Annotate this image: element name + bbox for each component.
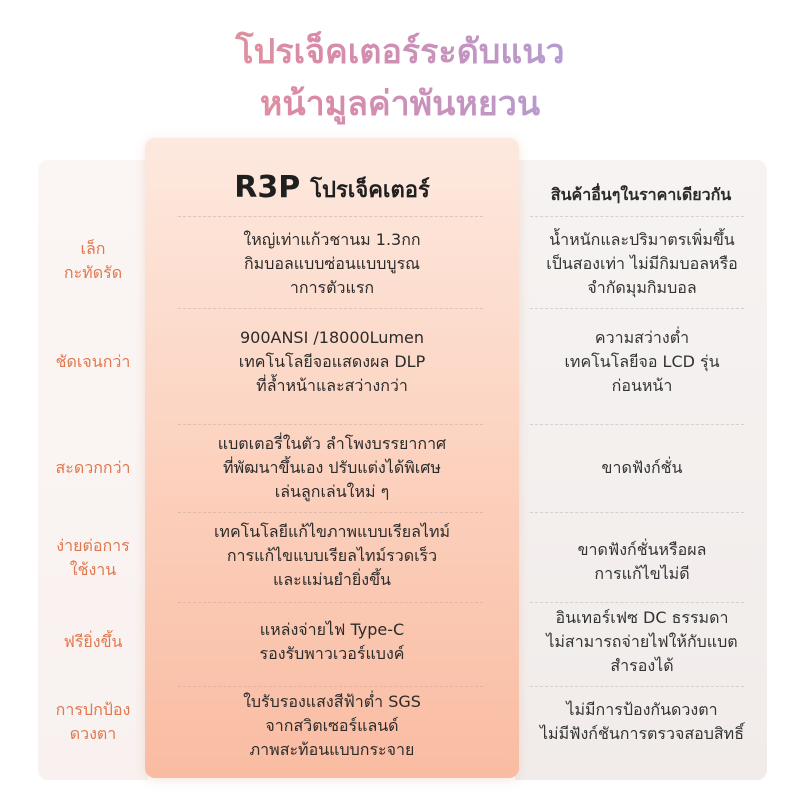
row-divider bbox=[530, 216, 744, 217]
row-divider bbox=[530, 512, 744, 513]
page-title-line-1: โปรเจ็คเตอร์ระดับแนว bbox=[0, 28, 800, 76]
competitor-cell-clearer: ความสว่างต่ำ เทคโนโลยีจอ LCD รุ่น ก่อนหน้า bbox=[564, 328, 720, 395]
competitor-cell-compact: น้ำหนักและปริมาตรเพิ่มขึ้น เป็นสองเท่า ไม่มีกิมบอลหรือ จำกัดมุมกิมบอล bbox=[546, 230, 738, 297]
row-divider bbox=[530, 424, 744, 425]
row-divider bbox=[530, 308, 744, 309]
r3p-cell-freer: แหล่งจ่ายไฟ Type-C รองรับพาวเวอร์แบงค์ bbox=[259, 620, 405, 663]
row-divider bbox=[178, 512, 483, 513]
competitor-cell-convenient: ขาดฟังก์ชั่น bbox=[601, 458, 683, 477]
row-label-clearer: ชัดเจนกว่า bbox=[55, 352, 131, 371]
row-divider bbox=[178, 308, 483, 309]
row-divider bbox=[178, 686, 483, 687]
competitor-cell-freer: อินเทอร์เฟซ DC ธรรมดา ไม่สามารถจ่ายไฟให้กับแบต สำรองได้ bbox=[546, 608, 738, 675]
competitor-column-header: สินค้าอื่นๆในราคาเดียวกัน bbox=[550, 184, 732, 204]
row-divider bbox=[530, 602, 744, 603]
competitor-cell-eye-protection: ไม่มีการป้องกันดวงตา ไม่มีฟังก์ชันการตรวจสอบสิทธิ์ bbox=[540, 700, 744, 743]
product-name: R3P bbox=[234, 170, 301, 205]
r3p-column-header bbox=[145, 170, 519, 214]
row-label-compact: เล็ก กะทัดรัด bbox=[63, 239, 123, 282]
product-type: โปรเจ็คเตอร์ bbox=[310, 178, 430, 203]
row-label-eye-protection: การปกป้อง ดวงตา bbox=[55, 700, 131, 743]
row-divider bbox=[178, 602, 483, 603]
r3p-cell-eye-protection: ใบรับรองแสงสีฟ้าต่ำ SGS จากสวิตเซอร์แลนด์ ภาพสะท้อนแบบกระจาย bbox=[243, 692, 421, 759]
r3p-cell-convenient: แบตเตอรี่ในตัว ลำโพงบรรยากาศ ที่พัฒนาขึ้นเอง ปรับแต่งได้พิเศษ เล่นลูกเล่นใหม่ ๆ bbox=[217, 434, 447, 501]
row-divider bbox=[178, 424, 483, 425]
r3p-cell-clearer: 900ANSI /18000Lumen เทคโนโลยีจอแสดงผล DLP ที่ล้ำหน้าและสว่างกว่า bbox=[238, 328, 426, 395]
row-label-convenient: สะดวกกว่า bbox=[55, 458, 131, 477]
row-label-freer: ฟรียิ่งขึ้น bbox=[63, 632, 123, 651]
row-divider bbox=[178, 216, 483, 217]
r3p-cell-compact: ใหญ่เท่าแก้วชานม 1.3กก กิมบอลแบบซ่อนแบบบูรณ าการตัวแรก bbox=[243, 230, 421, 297]
competitor-cell-easy-to-use: ขาดฟังก์ชั่นหรือผล การแก้ไขไม่ดี bbox=[577, 540, 707, 583]
r3p-cell-easy-to-use: เทคโนโลยีแก้ไขภาพแบบเรียลไทม์ การแก้ไขแบบเรียลไทม์รวดเร็ว และแม่นยำยิ่งขึ้น bbox=[213, 522, 451, 589]
page-title-line-2: หน้ามูลค่าพันหยวน bbox=[0, 80, 800, 128]
row-label-easy-to-use: ง่ายต่อการ ใช้งาน bbox=[56, 536, 130, 579]
